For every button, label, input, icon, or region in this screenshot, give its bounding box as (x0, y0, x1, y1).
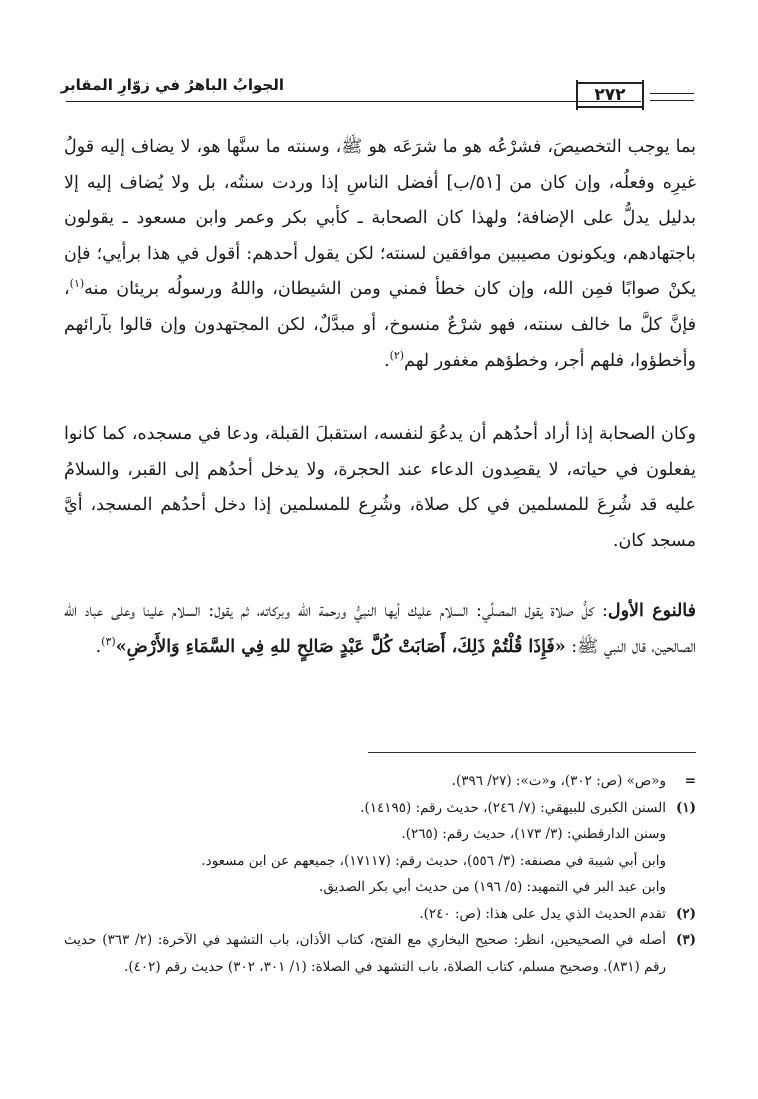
page-number: ٢٧٢ (578, 82, 642, 108)
footnote-2 (64, 901, 696, 928)
footnote-mark: (١) (675, 799, 696, 816)
footnote-ref-2: (٢) (389, 348, 405, 362)
footnote-mark: = (684, 773, 696, 789)
footnote-line: وسنن الدارقطني: (٣/ ١٧٣)، حديث رقم: (٢٦٥). (401, 826, 666, 842)
hadith-quote: «فَإِذَا قُلْتُمْ ذَلِكَ، أَصَابَتْ كُلَّ عَبْدٍ صَالِحٍ للهِ فِي السَّمَاءِ وَالأَرْضِ» (115, 636, 566, 657)
paragraph-1 (64, 130, 696, 379)
footnote-continuation (64, 768, 696, 795)
footnotes (64, 768, 696, 980)
paragraph-3-end: . (95, 636, 102, 657)
footnote-line: السنن الكبرى للبيهقي: (٧/ ٢٤٦)، حديث رقم: (١٤١٩٥). (360, 799, 666, 816)
footnote-line: أصله في الصحيحين، انظر: صحيح البخاري مع الفتح، كتاب الأذان، باب التشهد في الآخرة: (٢/ ٣٦٣) حديث رقم (٨٣١). وصحيح مسلم، كتاب الصلاة، باب التشهد في الصلاة: (١/ ٣٠١، ٣٠٢) حديث رقم (٤٠٢). (64, 932, 666, 975)
footnote-separator (368, 752, 696, 753)
footnote-3 (64, 927, 696, 980)
paragraph-1-text: بما يوجب التخصيصَ، فشرْعُه هو ما شرَعَه هو ﷺ، وسنته ما سنَّها هو، لا يضاف إليه قولُ غيرِه وفعلُه، وإن كان من [٥١/ب] أفضل الناسِ إذا وردت سنتُه، بل ولا يُضاف إليه إلا بدليل يدلُّ على الإضافة؛ ولهذا كان الصحابة ـ كأبي بكر وعمر وابن مسعود ـ يقولون باجتهادهم، ويكونون مصيبين موافقين لسنته؛ لكن يقول أحدهم: أقول في هذا برأيي؛ فإن يكنْ صوابًا فمِن الله، وإن كان خطأ فمني ومن الشيطان، واللهُ ورسولُه بريئان منه (64, 137, 696, 300)
footnote-ref-3: (٣) (101, 634, 116, 648)
paragraph-1-continued: ، فإنَّ كلَّ ما خالف سنته، فهو شرْعٌ منسوخ، أو مبدَّلٌ، لكن المجتهدون وإن قالوا بآرائهم وأخطؤوا، فلهم أجر، وخطؤهم مغفور لهم (64, 279, 696, 371)
footnote-line: وابن عبد البر في التمهيد: (٥/ ١٩٦) من حديث أبي بكر الصديق. (319, 879, 666, 895)
paragraph-3-text: : كلُّ صلاة يقول المصلِّي: السلام عليك أيها النبيُّ ورحمة الله وبركاته، ثم يقول: السلام علينا وعلى عباد الله الصالحين، قال النبي ﷺ: (64, 601, 696, 657)
footnote-1 (64, 795, 696, 901)
header-ornament (650, 93, 694, 101)
paragraph-3-lead: فالنوع الأول (607, 601, 696, 621)
running-head-title: الجوابُ الباهرُ في زوّارِ المقابر (60, 76, 284, 94)
paragraph-1-end: . (384, 350, 390, 371)
footnote-mark: (٣) (675, 932, 696, 948)
footnote-ref-1: (١) (69, 277, 85, 291)
paragraph-2-text: وكان الصحابة إذا أراد أحدُهم أن يدعُوَ لنفسه، استقبلَ القبلة، ودعا في مسجده، كما كانوا يفعلون في حياته، لا يقصِدون الدعاء عند الحجرة، ولا يدخل أحدُهم إلى القبر، والسلامُ عليه قد شُرِعَ للمسلمين في كل صلاة، وشُرِع للمسلمين إذا دخل أحدُهم المسجد، أيَّ مسجد كان. (64, 424, 696, 551)
footnote-line: وابن أبي شيبة في مصنفه: (٣/ ٥٥٦)، حديث رقم: (١٧١١٧)، جميعهم عن ابن مسعود. (201, 852, 666, 869)
paragraph-2 (64, 417, 696, 559)
header-rule (66, 101, 641, 102)
paragraph-3 (64, 594, 696, 665)
footnote-line: تقدم الحديث الذي يدل على هذا: (ص: ٢٤٠). (419, 905, 666, 922)
footnote-line: و«ص» (ص: ٣٠٢)، و«ت»: (٢٧/ ٣٩٦). (451, 773, 666, 789)
footnote-mark: (٢) (675, 905, 696, 922)
